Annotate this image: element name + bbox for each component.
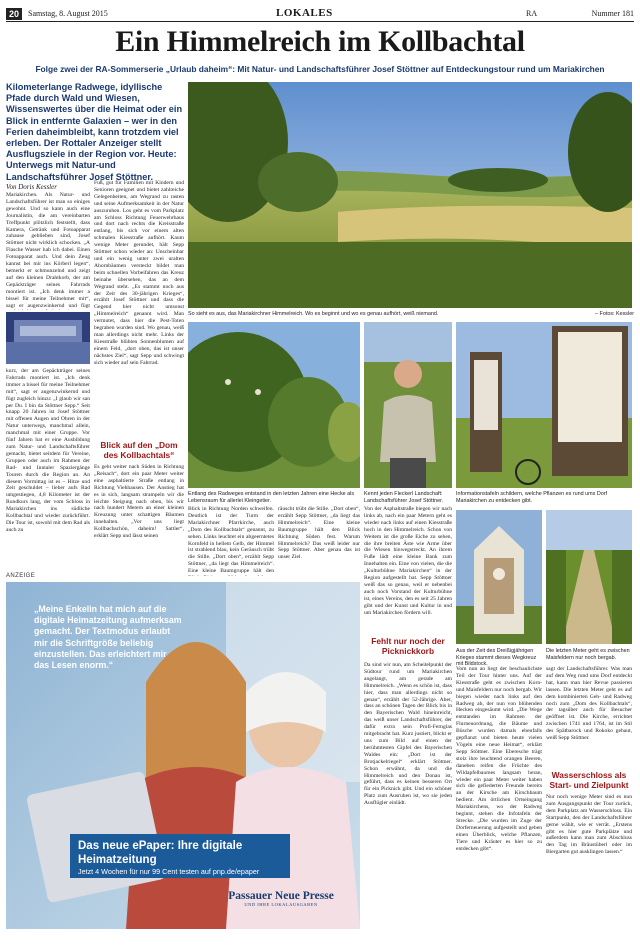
caption-wayside-cross: Aus der Zeit des Dreißigjährigen Krieges stammt dieses Wegkreuz mit Bildstock. — [456, 648, 537, 668]
caption-main: So sieht es aus, das Mariakirchner Himmelreich. Wo es beginnt und wo es genau aufhört, weiß niemand. — [188, 311, 439, 317]
issue-number: Nummer 181 — [591, 9, 634, 18]
pnp-logo-title: Passauer Neue Presse — [228, 890, 334, 902]
subheading-wasserschloss: Wasserschloss als Start- und Zielpunkt — [549, 770, 629, 790]
subheading-picknick: Fehlt nur noch der Picknickkorb — [371, 636, 445, 656]
hedge-photo — [188, 322, 360, 488]
cornfield-path-photo — [546, 510, 632, 644]
pnp-logo-subtitle: UND IHRE LOKALAUSGABEN — [244, 902, 318, 907]
page-number: 20 — [6, 8, 22, 20]
ad-title: Das neue ePaper: Ihre digitale Heimatzeitung — [78, 840, 243, 866]
article-subheadline: Folge zwei der RA-Sommerserie „Urlaub daheim“: Mit Natur- und Landschaftsführer Josef Stöttner auf Entdeckungstour rund um Mariakirchen — [35, 64, 605, 74]
landscape-photo — [188, 82, 632, 308]
pnp-logo — [220, 890, 342, 907]
section-title: LOKALES — [276, 7, 333, 19]
caption-info-boards: Informationstafeln schildern, welche Pflanzen es rund ums Dorf Mariakirchen zu entdecken gibt. — [456, 491, 608, 504]
caption-cornfield: Die letzten Meter geht es zwischen Maisfeldern nur noch bergab. — [546, 648, 630, 661]
text-column-6a: sagt der Landschaftsführer. Was man auf dem Weg rund ums Dorf entdeckt hat, kann man hier Revue passieren lassen. Die letzten Meter geht es auf dem kombinierten Geh- und Radweg noch zum „Dom des Kollbachtals“, der tagsüber auch für Besucher geöffnet ist. Die Kirche, errichtet zwischen 1741 und 1764, ist im Stil des Spätbarock und Rokoko gebaut, weiß Sepp Stöttner. — [546, 666, 632, 742]
epaper-advertisement[interactable] — [6, 582, 360, 929]
col1-continuation: kurz, der am Gepäckträger seines Fahrrads montiert ist. „Ich denk immer a bissel für meine Teilnehmer mit“, sagt er augenzwinkernd und fügt zugleich hinzu: „I glaub wir san per Du. I bin da Stöttner Sepp.“ Seit knapp 20 Jahren ist Josef Stöttner mit offenen Augen und Ohren in der Natur unterwegs, manchmal allein, manchmal mit einer Gruppe. Vor fünf Jahren hat er eine Ausbildung zum Natur- und Landschaftsführer gemacht, bietet seitdem für Vereine, Gruppen oder auch im Rahmen der Rad- und Inntaler Spaziergänge Touren durch die Region an. An diesem Vormittag ist es – Hitze und Zeit geschuldet – lieber aufs Rad umgestiegen, 4,8 Kilometer ist der Rundkurs lang, der vom Schloss in Mariakirchen ins südliche Kollbachtal und wieder zurückführt. Die Tour ist, sowohl mit dem Rad als auch zu — [6, 368, 90, 533]
article-intro: Kilometerlange Radwege, idyllische Pfade durch Wald und Wiesen, Wissenswertes über die Heimat oder ein Blick in entfernte Galaxien – wer in den Ferien daheimbleibt, kann trotzdem viel erleben. Der Rottaler Anzeiger stellt Ausflugsziele in der Region vor. Heute: Unterwegs mit Natur-und Landschaftsführer Josef Stöttner. — [6, 82, 183, 182]
text-column-5: Vom nun an liegt der beschaulichste Teil der Tour hinter uns. Auf der Kiesstraße geht es zwischen Korn- und Maisfeldern nur noch bergab. Wir biegen wieder nach links auf den Radweg ab, der nun von blühenden Hecken eingesäumt wird. „Die Wege entstanden im Rahmen der Flurneuordnung, die Bäume und Büsche wurden damals ebenfalls gepflanzt und bieten heute vielen Vögeln eine neue Heimat“, erklärt Sepp Stöttner. Eine Eberesche trägt stolz ihre leuchtend orangen Beeren, daneben reifen die Früchte des Wildapfelbaumes langsam heran, wieder ein paar Meter weiter haben sich die gefiederten Freunde bereits an der Kirsche am Kirschbaum bedient. Am örtlichen Ortseingang Mariakirchens, wo der Radweg beginnt, stehen die Infotafeln der Strecke. „Die wurden im Zuge der Dorferneuerung aufgestellt und geben einen Überblick, welche Pflanzen, Tiere und Kräuter es hier so zu entdecken gibt“. — [456, 666, 542, 852]
ad-quote: „Meine Enkelin hat mich auf die digitale Heimatzeitung aufmerksam gemacht. Der Textmodus erlaubt mir die Schriftgröße beliebig einzustellen. Das erleichtert mir das Lesen enorm.“ — [34, 604, 182, 671]
text-column-1b — [6, 368, 90, 568]
text-column-2a: Fuß, gut für Familien mit Kindern und Senioren geeignet und bietet zahlreiche Gelegenheiten, am Wegrand zu rasten und seine Aufmerksamkeit in der Natur auszuruhen. Los geht es vom Parkplatz am Schloss Richtung Feuerwehrhaus und dort nach rechts die Kreisstraße entlang, bis sich vor einem alten schmalen Kiesstraße aufhört. Kaum wenige Meter gerundet, hält Sepp Stöttner schon wieder an: Unscheinbar und ein wenig unter zwei uralten Ahornbäumen versteckt bildet man beim schnellen Vorbeifahren das Kreuz beinahe übersehen, das an dem Wegrand steht. „Es stammt noch aus der Zeit des 30-jährigen Krieges“, erzählt Josef Stöttner und dass die Gegend hier nicht umsonst „Himmelreich“ genannt wird. Man vermutet, dass hier die Pest-Toten begraben wurden sind. Wo genau, weiß man allerdings nicht mehr. Links der Kiesstraße blühten Sonnenblumen auf einem Feld, „dort oben, das ist unser nächstes Ziel“, sagt Sepp und schwingt sich wieder auf sein Fahrrad. — [94, 180, 184, 366]
col3-continuation: räuscht trübt die Stille. „Dort oben“, erzählt Sepp Stöttner, „da liegt das Himmelreich“. Eine kleine Baumgruppe hält den Blick Richtung Süden fest. Warum Himmelreich? Das weiß leider nur Sepp Stöttner. Aber genau das ist unser Ziel. — [278, 506, 360, 561]
issue-date: Samstag, 8. August 2015 — [28, 9, 108, 18]
ad-label: ANZEIGE — [6, 573, 36, 579]
info-boards-photo — [456, 322, 632, 488]
article-headline: Ein Himmelreich im Kollbachtal — [115, 25, 525, 58]
text-column-2b: Es geht weiter nach Süden in Richtung „Reisach“, dort ein paar Meter weiter eine asphaltierte Straße entlang in Richtung Viehhausen. Der Anstieg hat es in sich, langsam strampeln wir die leichte Steigung nach oben, bis wir nach hundert Metern an einer kleinen Kreuzung unter schattigen Bäumen innehalten. „Vor uns liegt Kollbachschön, daheim! Sattler“, erklärt Sepp und lässt seinen — [94, 464, 184, 540]
caption-photo-credit: – Fotos: Kessler — [595, 311, 634, 317]
text-column-3b — [278, 506, 360, 576]
ad-offer-text[interactable]: Jetzt 4 Wochen für nur 99 Cent testen auf pnp.de/epaper — [78, 867, 260, 876]
caption-hedge: Entlang des Radweges entstand in den letzten Jahren eine Hecke als Lebensraum für allerlei Kleingetier. — [188, 491, 355, 504]
article-author: Von Doris Kessler — [6, 183, 57, 191]
wayside-cross-photo — [456, 510, 542, 644]
ad-banner[interactable] — [70, 834, 290, 878]
text-column-4a: Von der Asphaltstraße biegen wir nach links ab, nach ein paar Metern geht es wieder nach links auf einen Kiesstraße hoch in den Himmelreich. Schon von Weitem ist die große Eiche zu sehen, die ihre breiten Äste wie Arme über die Wiesen hinwegstreckt. An ihrem Fuße lädt eine kleine Bank zum Innehalten ein. Eine von vielen, die die „Kulturbühne Mariakirchen“ in der Region aufgestellt hat. Sepp Stöttner weiß das so genau, weil er nebenbei auch noch Vorstand der Kulturbühne ist, eines Vereins, den es seit 25 Jahren gibt und der Kunst und Kultur in und um Mariakirchen fördern will. — [364, 506, 452, 616]
text-column-6b: Nur noch wenige Meter sind es nun zum Ausgangspunkt der Tour zurück, dem Parkplatz am Wasserschloss. Ein Startpunkt, den der Landschaftsführer gerne wählt, wie er verrät. „Erstens gibt es hier gute Parkplätze und außerdem kann man zum Abschluss den Tag im Bräustüberl oder im Biergarten gut ausklingen lassen.“ — [546, 794, 632, 856]
subheading-dom: Blick auf den „Dom des Kollbachtals“ — [100, 440, 178, 460]
caption-guide: Kennt jeden Fleckerl Landschaft: Landschaftsführer Josef Stöttner. — [364, 491, 444, 504]
serial-logo-image — [6, 312, 90, 364]
text-column-3: Blick in Richtung Norden schweifen. Deutlich ist der Turm der Mariakirchner Pfarrkirche, auch „Dom des Kollbachtals“ genannt, zu sehen. Links leuchtet ein abgeerntetes Kornfeld in hellem Gelb, der Himmel ist strahlend blau, kein Geräusch trübt die Stille. „Dort oben“, erzählt Sepp Stöttner, „da liegt das Himmelreich“. Eine kleine Baumgruppe hält den — [188, 506, 274, 575]
guide-portrait-photo — [364, 322, 452, 488]
text-column-1a: Mariakirchen. Als Natur- und Landschaftsführer ist man so einiges gewohnt. Und so kann auch eine Journalistin, die am vereinbarten Treffpunkt plötzlich feststellt, dass Kamera, Getränk und Fotoapparat zuhause geblieben sind, Josef Stöttner nicht wirklich schocken. „A Flasche Wasser hab ich dabei. Einen Fotoapparat auch. Und dein Zeug kannst bei mir ins Körberl legen“, bemerkt er schmunzelnd und zeigt auf den kleinen Drahtkorb, der am Gepäckträger seines Fahrrads montiert ist. „Ich denk immer a bissel für meine Teilnehmer mit“, sagt er augenzwinkernd und fügt — [6, 192, 90, 309]
page-header — [6, 8, 634, 22]
text-column-4b: Da sind wir nun, am Scheitelpunkt der Südtour rund um Mariakirchen angelangt, am gerade am Himmelreich. „Wenn es schön ist, dass hier, dass man allerdings nicht so genau“, erzählt der 52-Jährige. Aber, dass an schönen Tagen der Blick bis in den Bayerischen Wald hineinreicht, das weiß unser Landschaftsführer, der dafür extra sein Profi-Fernglas mitgebracht hat. Kurz justiert, blickt er uns zum Bild auf einen der berühmtesten Gipfel des Bayerischen Waldes ein: „Dort ist der Brotjackelriegel“ erklärt Stöttner. Schon erwähnt, da und die Himmelreich und den Donau ist, geführt, dass es keinen besseren Ort für ein Picknick gibt. Und ein schöner Platz zum Ausruhen ist, wo sie jeden Ausflügler einlädt. — [364, 662, 452, 807]
paper-code: RA — [526, 9, 538, 18]
